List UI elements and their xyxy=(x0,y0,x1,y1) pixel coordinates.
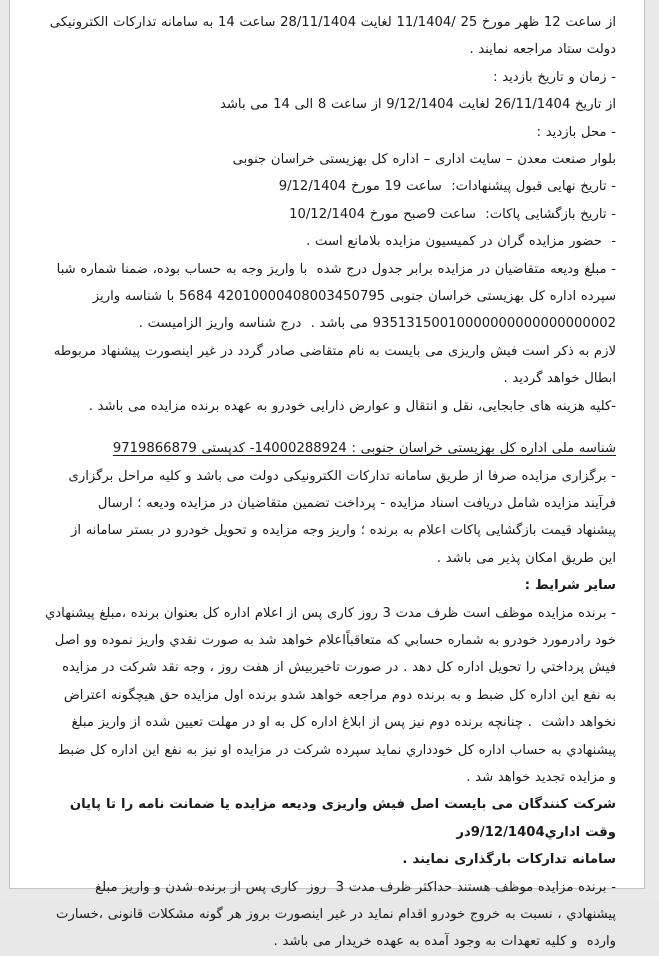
envelope-opening-date: - تاریخ بازگشایی پاکات: ساعت 9صبح مورخ 10/12/1404 xyxy=(289,206,616,222)
process-note-line-1: - برگزاری مزایده صرفا از طریق سامانه تدارکات الکترونیکی دولت می باشد و کلیه مراحل برگزاری xyxy=(68,468,616,484)
winner-obligation-line-2: خود رادرمورد خودرو به شماره حسابي که متعاقباًاعلام خواهد شد به صورت نقدي واریز نموده وو اصل xyxy=(54,632,616,648)
vehicle-exit-note-line-1: - برنده مزایده موظف هستند حداکثر ظرف مدت 3 روز کاری پس از برنده شدن و واریز مبلغ xyxy=(95,879,616,895)
final-proposal-date: - تاریخ نهایی قبول پیشنهادات: ساعت 19 مورخ 9/12/1404 xyxy=(278,179,616,195)
winner-obligation-line-6: پیشنهادي به حساب اداره کل خودداري نماید سپرده شرکت در مزایده او نیز به نفع این اداره کل ضبط xyxy=(57,742,616,758)
schedule-intro-line-2: دولت ستاد مراجعه نمایند . xyxy=(469,42,616,58)
process-note-line-3: پیشنهاد قیمت بازگشایی پاکات اعلام به برنده ؛ واریز وجه مزایده و تحویل خودرو در بستر سامانه از xyxy=(70,523,616,539)
process-note-line-2: فرآیند مزایده شامل دریافت اسناد مزایده - پرداخت تضمین متقاضیان در مزایده ودیعه ؛ ارسال xyxy=(97,495,616,511)
document-page xyxy=(9,0,645,950)
vehicle-exit-note-line-3: وارده و کلیه تعهدات به وجود آمده به عهده خریدار می باشد . xyxy=(273,934,616,950)
winner-obligation-line-4: به نفع این اداره کل ضبط و به برنده دوم مراجعه خواهد شدو برنده اول مزایده حق هیچگونه اعتراض xyxy=(63,687,616,703)
document-body xyxy=(10,0,644,956)
visit-place-detail: بلوار صنعت معدن – سایت اداری – اداره کل بهزیستی خراسان جنوبی xyxy=(232,152,616,168)
winner-obligation-line-1: - برنده مزایده موظف است ظرف مدت 3 روز کاری پس از اعلام اداره کل بعنوان برنده ،مبلغ پیشنهادي xyxy=(44,605,616,621)
process-note-line-4: این طریق امکان پذیر می باشد . xyxy=(436,550,616,566)
vehicle-exit-note-line-2: پیشنهادي ، نسبت به خروج خودرو اقدام نماید در غیر اینصورت بروز هر گونه مشکلات قانونی ،خسارت xyxy=(56,907,616,922)
spacer-before-identifiers xyxy=(36,420,616,435)
participants-note-line-2: سامانه تدارکات بارگذاری نمایند . xyxy=(402,852,616,868)
visit-place-heading: - محل بازدید : xyxy=(536,124,616,140)
winner-obligation-line-3: فیش پرداختي را تحویل اداره کل دهد . در صورت تاخیربیش از هفت روز ، وجه نقد شرکت در مزایده xyxy=(62,660,616,676)
deposit-note-line-2: سپرده اداره کل بهزیستی خراسان جنوبی 42010000408003450795 5684 با شناسه واریز xyxy=(92,289,616,305)
winner-obligation-line-7: و مزایده تجدید خواهد شد . xyxy=(466,769,616,785)
costs-note: -کلیه هزینه های جابجایی، نقل و انتقال و عوارض دارایی خودرو به عهده برنده مزایده می باشد . xyxy=(88,398,616,414)
receipt-note-line-1: لازم به ذکر است فیش واریزی می بایست به نام متقاضی صادر گردد در غیر اینصورت پیشنهاد مربوطه xyxy=(53,343,616,359)
schedule-intro-line-1: از ساعت 12 ظهر مورخ 25 /11/1404 لغایت 28/11/1404 ساعت 14 به سامانه تدارکات الکترونیکی xyxy=(49,15,616,30)
receipt-note-line-2: ابطال خواهد گردید . xyxy=(503,371,616,387)
winner-obligation-line-5: نخواهد داشت . چنانچه برنده دوم نیز پس از ابلاغ اداره کل به او در مهلت تعیین شده از واریز مبلغ xyxy=(71,715,616,731)
attendance-note: - حضور مزایده گران در کمیسیون مزایده بلامانع است . xyxy=(306,234,616,250)
deposit-note-line-3: 93513150010000000000000000002 می باشد . درج شناسه واریز الزامیست . xyxy=(138,316,616,332)
participants-note-line-1: شرکت کنندگان می بایست اصل فیش واریزی ودیعه مزایده یا ضمانت نامه را تا پایان وقت اداري9/12/1404در xyxy=(64,797,616,840)
deposit-note-line-1: - مبلغ ودیعه متقاضیان در مزایده برابر جدول درج شده با واریز وجه به حساب بوده، ضمنا شماره شبا xyxy=(56,261,616,277)
identifiers-line: شناسه ملی اداره کل بهزیستی خراسان جنوبی : 14000288924- کدپستی 9719866879 xyxy=(112,441,616,457)
visit-time-heading: - زمان و تاریخ بازدید : xyxy=(493,69,616,85)
other-conditions-heading: سایر شرایط : xyxy=(524,578,616,594)
visit-time-detail: از تاریخ 26/11/1404 لغایت 9/12/1404 از ساعت 8 الی 14 می باشد xyxy=(219,97,616,113)
